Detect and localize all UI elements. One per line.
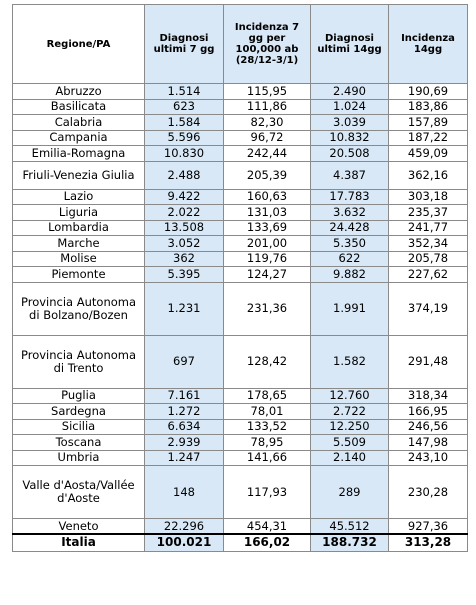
table-row <box>13 466 468 519</box>
cell-inc14: 241,77 <box>389 220 468 236</box>
cell-diag7: 100.021 <box>145 534 224 551</box>
cell-region: Marche <box>13 236 145 252</box>
table-row <box>13 282 468 335</box>
cell-diag14: 5.350 <box>311 236 389 252</box>
cell-inc14: 318,34 <box>389 388 468 404</box>
table-row <box>13 236 468 252</box>
table-row <box>13 84 468 100</box>
cell-diag14: 1.582 <box>311 335 389 388</box>
cell-diag14: 4.387 <box>311 161 389 189</box>
cell-diag7: 1.231 <box>145 282 224 335</box>
table-row <box>13 335 468 388</box>
cell-diag7: 5.596 <box>145 130 224 146</box>
cell-inc7: 128,42 <box>224 335 311 388</box>
cell-inc14: 362,16 <box>389 161 468 189</box>
cell-diag14: 2.722 <box>311 404 389 420</box>
cell-inc14: 183,86 <box>389 99 468 115</box>
cell-inc7: 117,93 <box>224 466 311 519</box>
cell-diag14: 20.508 <box>311 146 389 162</box>
cell-inc14: 352,34 <box>389 236 468 252</box>
cell-diag7: 2.939 <box>145 435 224 451</box>
cell-inc7: 124,27 <box>224 267 311 283</box>
table-row <box>13 220 468 236</box>
cell-diag7: 1.514 <box>145 84 224 100</box>
cell-region: Lombardia <box>13 220 145 236</box>
cell-inc14: 313,28 <box>389 534 468 551</box>
cell-inc7: 205,39 <box>224 161 311 189</box>
table-row <box>13 161 468 189</box>
cell-inc7: 178,65 <box>224 388 311 404</box>
header-region: Regione/PA <box>13 5 145 84</box>
cell-region: Umbria <box>13 450 145 466</box>
cell-inc7: 96,72 <box>224 130 311 146</box>
cell-region: Basilicata <box>13 99 145 115</box>
cell-inc7: 160,63 <box>224 189 311 205</box>
covid-incidence-table <box>12 4 468 552</box>
cell-inc7: 242,44 <box>224 146 311 162</box>
cell-region: Lazio <box>13 189 145 205</box>
cell-region: Provincia Autonoma di Trento <box>13 335 145 388</box>
cell-inc7: 166,02 <box>224 534 311 551</box>
total-row <box>13 534 468 551</box>
cell-diag14: 188.732 <box>311 534 389 551</box>
cell-diag7: 9.422 <box>145 189 224 205</box>
cell-diag14: 45.512 <box>311 519 389 535</box>
table-row <box>13 99 468 115</box>
cell-diag7: 7.161 <box>145 388 224 404</box>
cell-region: Campania <box>13 130 145 146</box>
cell-inc14: 230,28 <box>389 466 468 519</box>
cell-diag7: 697 <box>145 335 224 388</box>
cell-region: Sardegna <box>13 404 145 420</box>
cell-inc7: 78,95 <box>224 435 311 451</box>
cell-diag14: 622 <box>311 251 389 267</box>
cell-region: Liguria <box>13 205 145 221</box>
cell-diag7: 1.584 <box>145 115 224 131</box>
table-row <box>13 267 468 283</box>
cell-diag7: 148 <box>145 466 224 519</box>
cell-region: Sicilia <box>13 419 145 435</box>
cell-diag14: 12.250 <box>311 419 389 435</box>
cell-diag14: 24.428 <box>311 220 389 236</box>
cell-diag7: 6.634 <box>145 419 224 435</box>
cell-region: Toscana <box>13 435 145 451</box>
header-diag14: Diagnosi ultimi 14gg <box>311 5 389 84</box>
cell-diag14: 3.039 <box>311 115 389 131</box>
cell-region: Piemonte <box>13 267 145 283</box>
cell-inc14: 459,09 <box>389 146 468 162</box>
cell-diag7: 22.296 <box>145 519 224 535</box>
cell-region: Abruzzo <box>13 84 145 100</box>
cell-inc14: 205,78 <box>389 251 468 267</box>
cell-region: Friuli-Venezia Giulia <box>13 161 145 189</box>
cell-inc7: 133,69 <box>224 220 311 236</box>
cell-diag7: 13.508 <box>145 220 224 236</box>
cell-diag14: 9.882 <box>311 267 389 283</box>
cell-diag7: 362 <box>145 251 224 267</box>
table-row <box>13 115 468 131</box>
cell-inc7: 454,31 <box>224 519 311 535</box>
cell-diag14: 12.760 <box>311 388 389 404</box>
cell-diag14: 5.509 <box>311 435 389 451</box>
header-inc7: Incidenza 7 gg per 100,000 ab (28/12-3/1) <box>224 5 311 84</box>
cell-region: Italia <box>13 534 145 551</box>
header-inc14: Incidenza 14gg <box>389 5 468 84</box>
cell-region: Emilia-Romagna <box>13 146 145 162</box>
cell-diag14: 289 <box>311 466 389 519</box>
cell-inc14: 927,36 <box>389 519 468 535</box>
cell-inc7: 78,01 <box>224 404 311 420</box>
cell-inc14: 291,48 <box>389 335 468 388</box>
cell-inc7: 141,66 <box>224 450 311 466</box>
table-row <box>13 251 468 267</box>
cell-region: Provincia Autonoma di Bolzano/Bozen <box>13 282 145 335</box>
cell-inc7: 201,00 <box>224 236 311 252</box>
cell-diag7: 3.052 <box>145 236 224 252</box>
cell-inc7: 133,52 <box>224 419 311 435</box>
cell-inc14: 227,62 <box>389 267 468 283</box>
cell-diag7: 2.488 <box>145 161 224 189</box>
cell-inc14: 235,37 <box>389 205 468 221</box>
cell-inc14: 166,95 <box>389 404 468 420</box>
cell-region: Calabria <box>13 115 145 131</box>
table-row <box>13 388 468 404</box>
cell-region: Puglia <box>13 388 145 404</box>
cell-region: Molise <box>13 251 145 267</box>
table-body <box>13 84 468 552</box>
table-row <box>13 189 468 205</box>
cell-inc7: 231,36 <box>224 282 311 335</box>
table-row <box>13 435 468 451</box>
cell-inc14: 243,10 <box>389 450 468 466</box>
cell-region: Veneto <box>13 519 145 535</box>
cell-diag7: 10.830 <box>145 146 224 162</box>
cell-diag14: 1.024 <box>311 99 389 115</box>
cell-inc14: 190,69 <box>389 84 468 100</box>
cell-diag14: 2.490 <box>311 84 389 100</box>
table-row <box>13 130 468 146</box>
cell-diag14: 10.832 <box>311 130 389 146</box>
cell-inc14: 303,18 <box>389 189 468 205</box>
table-row <box>13 404 468 420</box>
header-diag7: Diagnosi ultimi 7 gg <box>145 5 224 84</box>
cell-inc7: 115,95 <box>224 84 311 100</box>
cell-inc7: 131,03 <box>224 205 311 221</box>
cell-diag7: 2.022 <box>145 205 224 221</box>
cell-diag14: 2.140 <box>311 450 389 466</box>
cell-diag7: 623 <box>145 99 224 115</box>
cell-inc7: 111,86 <box>224 99 311 115</box>
cell-diag7: 1.247 <box>145 450 224 466</box>
cell-inc14: 157,89 <box>389 115 468 131</box>
cell-inc14: 246,56 <box>389 419 468 435</box>
cell-diag14: 1.991 <box>311 282 389 335</box>
table-row <box>13 205 468 221</box>
cell-diag14: 17.783 <box>311 189 389 205</box>
table-container <box>12 4 467 552</box>
table-row <box>13 450 468 466</box>
cell-inc14: 374,19 <box>389 282 468 335</box>
cell-diag14: 3.632 <box>311 205 389 221</box>
cell-inc7: 82,30 <box>224 115 311 131</box>
header-row <box>13 5 468 84</box>
table-row <box>13 146 468 162</box>
cell-inc14: 187,22 <box>389 130 468 146</box>
cell-inc7: 119,76 <box>224 251 311 267</box>
table-row <box>13 419 468 435</box>
cell-diag7: 1.272 <box>145 404 224 420</box>
cell-diag7: 5.395 <box>145 267 224 283</box>
cell-region: Valle d'Aosta/Vallée d'Aoste <box>13 466 145 519</box>
cell-inc14: 147,98 <box>389 435 468 451</box>
table-row <box>13 519 468 535</box>
